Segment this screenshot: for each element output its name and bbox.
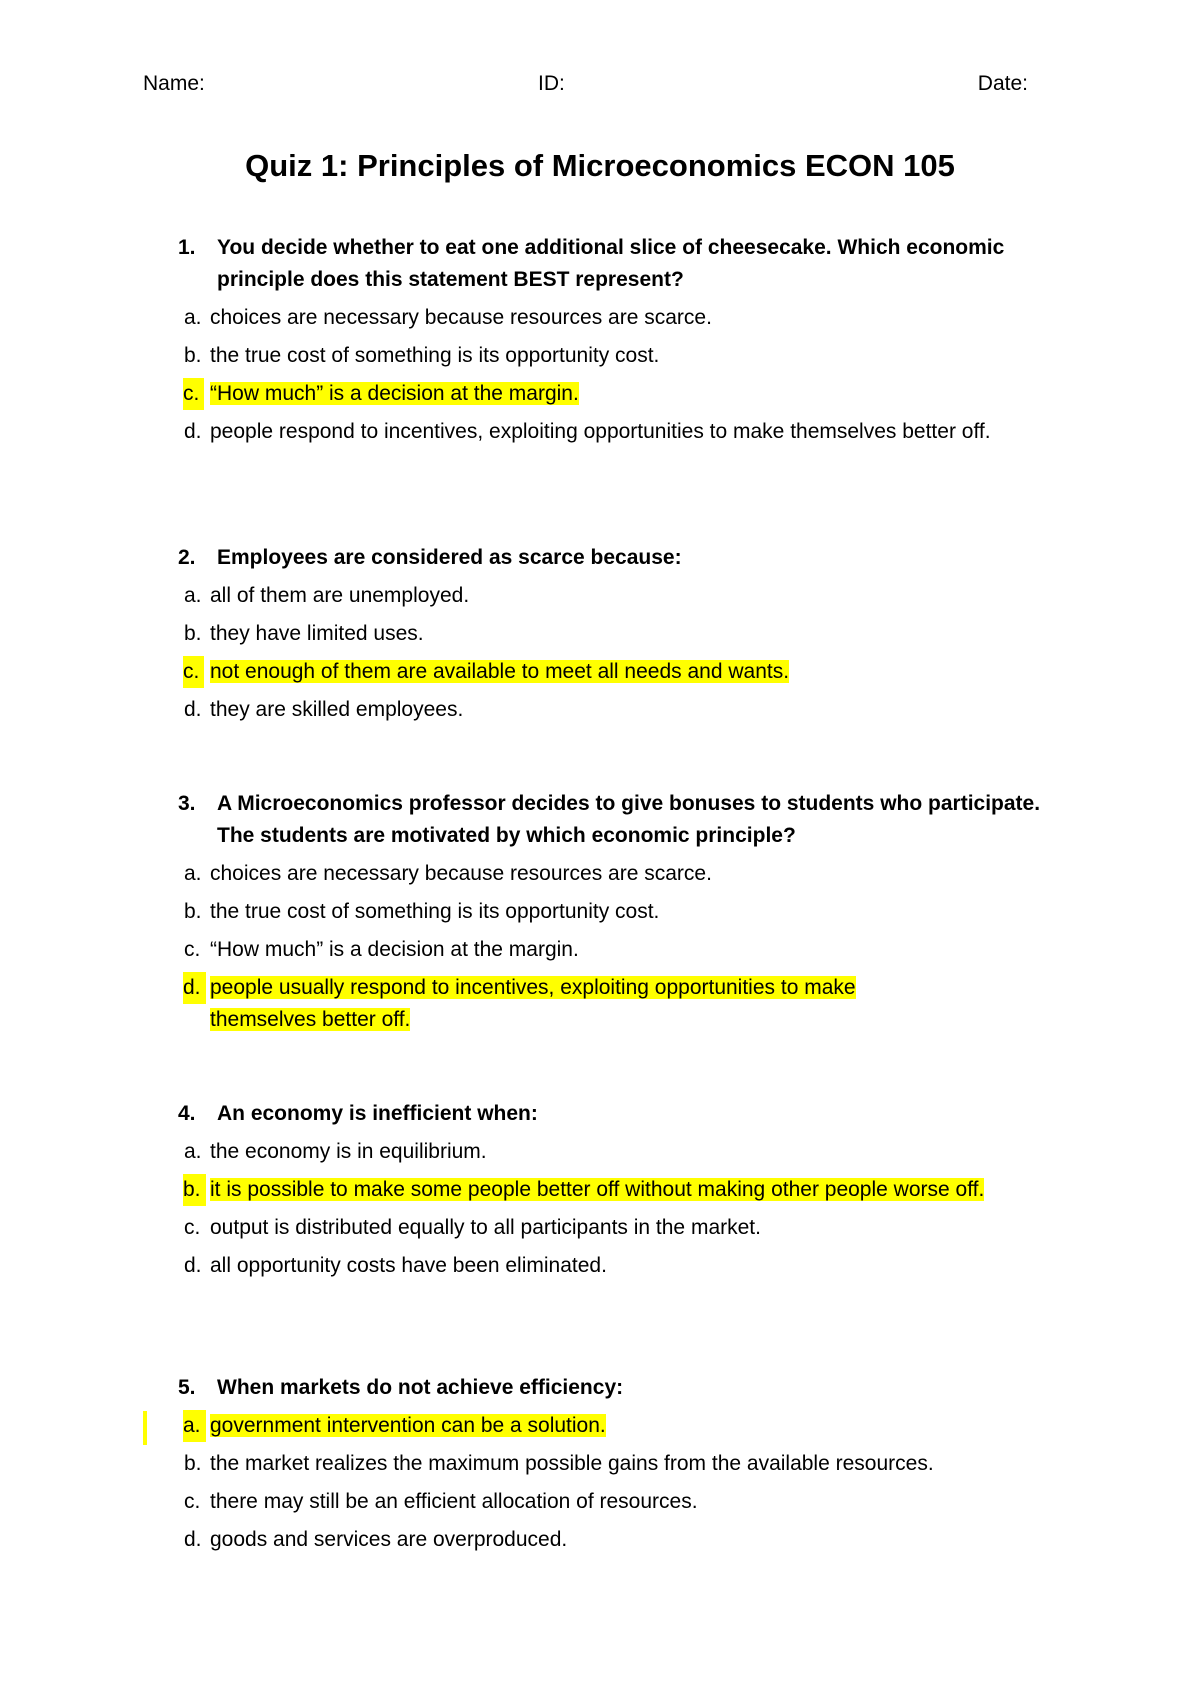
question-text: An economy is inefficient when: <box>217 1102 538 1125</box>
option-letter: a. <box>184 1140 202 1163</box>
option-b <box>175 340 1055 372</box>
option-letter: c. <box>183 378 204 410</box>
question-stem <box>175 232 1055 296</box>
student-info-header <box>143 72 1028 102</box>
option-text: “How much” is a decision at the margin. <box>210 382 579 405</box>
option-letter: b. <box>184 344 202 367</box>
option-letter: c. <box>183 656 204 688</box>
option-a-highlighted <box>175 1410 1075 1442</box>
option-d <box>175 1250 1075 1282</box>
name-label: Name: <box>143 72 205 95</box>
option-text: people usually respond to incentives, exploiting opportunities to make themselves better off. <box>210 976 856 1031</box>
option-d <box>175 416 1010 448</box>
highlight-margin-mark <box>143 1411 147 1445</box>
question-stem <box>175 788 1055 852</box>
option-text: the true cost of something is its opportunity cost. <box>210 344 660 367</box>
question-5 <box>175 1372 1075 1562</box>
option-text: government intervention can be a solution. <box>210 1414 606 1437</box>
question-number: 3. <box>178 792 196 815</box>
question-stem <box>175 542 1075 574</box>
question-number: 1. <box>178 236 196 259</box>
option-c <box>175 1486 1075 1518</box>
question-3 <box>175 788 1055 1042</box>
question-text: When markets do not achieve efficiency: <box>217 1376 624 1399</box>
id-label: ID: <box>538 72 565 95</box>
option-text: choices are necessary because resources are scarce. <box>210 306 712 329</box>
question-text: A Microeconomics professor decides to give bonuses to students who participate. The students are motivated by which economic principle? <box>217 792 1041 847</box>
option-letter: b. <box>184 900 202 923</box>
option-text: they are skilled employees. <box>210 698 464 721</box>
question-4 <box>175 1098 1075 1288</box>
question-text: You decide whether to eat one additional slice of cheesecake. Which economic principle does this statement BEST represent? <box>217 236 1005 291</box>
option-text: the true cost of something is its opportunity cost. <box>210 900 660 923</box>
option-letter: b. <box>184 622 202 645</box>
question-stem <box>175 1372 1075 1404</box>
answer-options <box>175 858 1055 1036</box>
question-number: 2. <box>178 546 196 569</box>
option-a <box>175 858 1055 890</box>
option-letter: d. <box>184 698 202 721</box>
option-b <box>175 1448 1075 1480</box>
option-letter: c. <box>184 938 201 961</box>
answer-options <box>175 1410 1075 1556</box>
option-text: not enough of them are available to meet all needs and wants. <box>210 660 790 683</box>
option-letter: a. <box>184 584 202 607</box>
option-c-highlighted <box>175 656 1075 688</box>
option-a <box>175 580 1075 612</box>
option-c-highlighted <box>175 378 1055 410</box>
option-a <box>175 1136 1075 1168</box>
option-c <box>175 934 1055 966</box>
option-text: the economy is in equilibrium. <box>210 1140 487 1163</box>
option-text: all opportunity costs have been eliminated. <box>210 1254 607 1277</box>
option-letter: c. <box>184 1216 201 1239</box>
date-label: Date: <box>977 72 1028 95</box>
option-text: all of them are unemployed. <box>210 584 470 607</box>
option-text: output is distributed equally to all participants in the market. <box>210 1216 761 1239</box>
option-d-highlighted <box>175 972 930 1036</box>
option-b <box>175 618 1075 650</box>
option-text: there may still be an efficient allocation of resources. <box>210 1490 698 1513</box>
option-text: goods and services are overproduced. <box>210 1528 568 1551</box>
question-number: 4. <box>178 1102 196 1125</box>
question-number: 5. <box>178 1376 196 1399</box>
option-letter: b. <box>184 1452 202 1475</box>
answer-options <box>175 580 1075 726</box>
option-a <box>175 302 1055 334</box>
question-2 <box>175 542 1075 732</box>
option-letter: d. <box>183 972 206 1004</box>
answer-options <box>175 1136 1075 1282</box>
option-text: people respond to incentives, exploiting opportunities to make themselves better off. <box>210 420 991 443</box>
option-letter: a. <box>184 306 202 329</box>
option-letter: d. <box>184 1254 202 1277</box>
option-d <box>175 694 1075 726</box>
option-c <box>175 1212 1075 1244</box>
option-letter: d. <box>184 1528 202 1551</box>
option-text: “How much” is a decision at the margin. <box>210 938 579 961</box>
question-text: Employees are considered as scarce because: <box>217 546 682 569</box>
quiz-title: Quiz 1: Principles of Microeconomics ECON 105 <box>245 148 955 183</box>
question-1 <box>175 232 1055 454</box>
answer-options <box>175 302 1055 448</box>
option-b <box>175 896 1055 928</box>
option-d <box>175 1524 1075 1556</box>
question-stem <box>175 1098 1075 1130</box>
option-text: they have limited uses. <box>210 622 424 645</box>
option-letter: c. <box>184 1490 201 1513</box>
option-text: it is possible to make some people better off without making other people worse off. <box>210 1178 985 1201</box>
option-letter: a. <box>184 862 202 885</box>
option-b-highlighted <box>175 1174 1010 1206</box>
option-text: choices are necessary because resources are scarce. <box>210 862 712 885</box>
option-letter: b. <box>183 1174 206 1206</box>
option-text: the market realizes the maximum possible gains from the available resources. <box>210 1452 934 1475</box>
option-letter: a. <box>183 1410 206 1442</box>
option-letter: d. <box>184 420 202 443</box>
